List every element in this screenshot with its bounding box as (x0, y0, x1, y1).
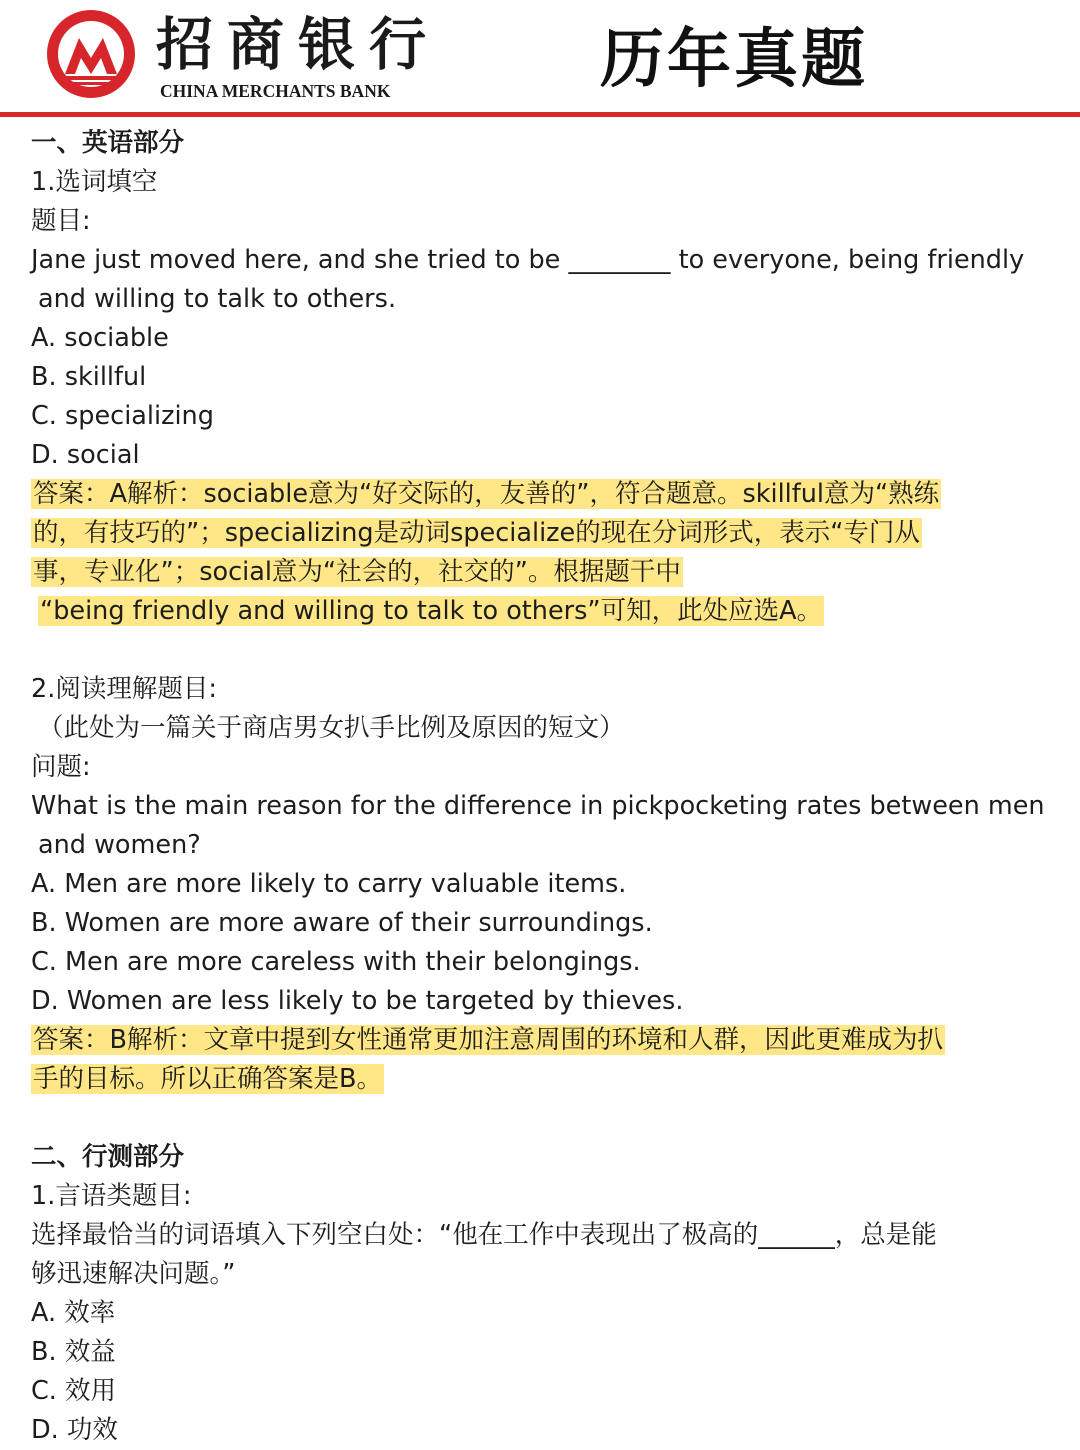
option-d: D. Women are less likely to be targeted by thieves. (31, 986, 684, 1016)
question-text: What is the main reason for the difference in pickpocketing rates between men (31, 791, 1045, 821)
option-c: C. specializing (31, 401, 214, 431)
answer-line (31, 592, 1061, 631)
option-b: B. Women are more aware of their surroundings. (31, 908, 653, 938)
question-text: 选择最恰当的词语填入下列空白处：“他在工作中表现出了极高的______，总是能 (31, 1220, 937, 1250)
option-d: D. 功效 (31, 1415, 118, 1445)
header-divider (0, 112, 1080, 117)
question-label: 2.阅读理解题目: (31, 674, 217, 704)
question-label: 1.选词填空 (31, 167, 158, 197)
option-a: A. Men are more likely to carry valuable items. (31, 869, 627, 899)
answer-highlight: 答案：A解析：sociable意为“好交际的，友善的”，符合题意。skillful意为“熟练 (33, 479, 940, 509)
option-d: D. social (31, 440, 140, 470)
option-a: A. 效率 (31, 1298, 116, 1328)
question-prompt-label: 问题: (31, 752, 91, 782)
answer-line (31, 1021, 1061, 1060)
answer-highlight: 答案：B解析：文章中提到女性通常更加注意周围的环境和人群，因此更难成为扒 (33, 1025, 943, 1055)
cmb-logo-icon (43, 8, 139, 100)
option-b: B. 效益 (31, 1337, 116, 1367)
logo-english-name: CHINA MERCHANTS BANK (160, 81, 391, 101)
document-body (31, 124, 1061, 1450)
question-text: Jane just moved here, and she tried to be ________ to everyone, being friendly (31, 245, 1025, 275)
answer-line (31, 514, 1061, 553)
option-c: C. Men are more careless with their belongings. (31, 947, 641, 977)
answer-line (31, 553, 1061, 592)
prompt-label: 题目: (31, 206, 91, 236)
spacer (31, 631, 1061, 670)
spacer (31, 1099, 1061, 1138)
question-label: 1.言语类题目: (31, 1181, 192, 1211)
section-heading-english: 一、英语部分 (31, 128, 185, 158)
option-b: B. skillful (31, 362, 147, 392)
section-heading-aptitude: 二、行测部分 (31, 1142, 185, 1172)
page-title: 历年真题 (600, 23, 868, 97)
answer-highlight: 的，有技巧的”；specializing是动词specialize的现在分词形式，表示“专门从 (33, 518, 920, 548)
logo-chinese-name: 招商银行 (156, 11, 440, 78)
answer-highlight: 事，专业化”；social意为“社会的，社交的”。根据题干中 (33, 557, 681, 587)
question-text: and women? (38, 830, 201, 860)
header (0, 0, 1080, 113)
option-a: A. sociable (31, 323, 169, 353)
answer-highlight: “being friendly and willing to talk to others”可知，此处应选A。 (40, 596, 823, 626)
answer-line (31, 475, 1061, 514)
answer-line (31, 1060, 1061, 1099)
option-c: C. 效用 (31, 1376, 117, 1406)
answer-highlight: 手的目标。所以正确答案是B。 (33, 1064, 382, 1094)
question-text: and willing to talk to others. (38, 284, 397, 314)
question-text: 够迅速解决问题。” (31, 1259, 236, 1289)
passage-note: （此处为一篇关于商店男女扒手比例及原因的短文） (38, 713, 625, 743)
